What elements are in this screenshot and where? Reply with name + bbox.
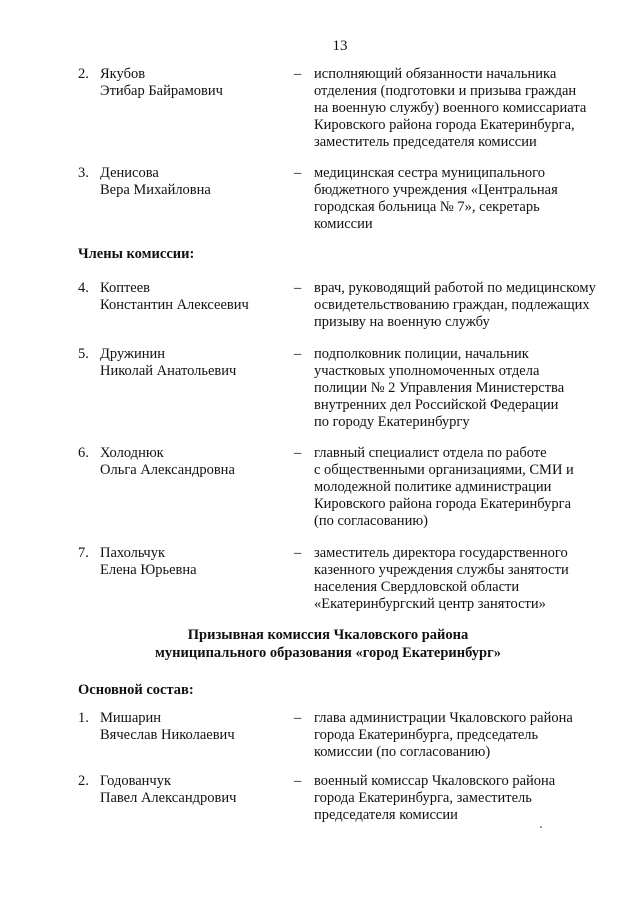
entry-role [314, 280, 614, 331]
entry-number: 2. [78, 66, 89, 82]
entry-dash: – [294, 66, 302, 82]
role-line: (по согласованию) [314, 513, 428, 529]
role-line: внутренних дел Российской Федерации [314, 397, 559, 413]
role-line: подполковник полиции, начальник [314, 346, 529, 362]
entry-person [100, 445, 290, 479]
entry-role [314, 346, 614, 431]
person-surname: Годованчук [100, 773, 172, 789]
person-surname: Мишарин [100, 710, 162, 726]
role-line: медицинская сестра муниципального [314, 165, 545, 181]
role-line: Кировского района города Екатеринбурга [314, 496, 572, 512]
entry-number: 5. [78, 346, 89, 362]
role-line: комиссии [314, 216, 373, 232]
entry-number: 3. [78, 165, 89, 181]
page-number: 13 [332, 38, 348, 54]
role-line: заместитель председателя комиссии [314, 134, 537, 150]
role-line: населения Свердловской области [314, 579, 520, 595]
entry-role [314, 165, 614, 233]
role-line: военный комиссар Чкаловского района [314, 773, 556, 789]
role-line: по городу Екатеринбургу [314, 414, 470, 430]
role-line: полиции № 2 Управления Министерства [314, 380, 565, 396]
person-given-name: Вячеслав Николаевич [100, 727, 235, 743]
main-composition-heading: Основной состав: [78, 682, 194, 698]
role-line: бюджетного учреждения «Центральная [314, 182, 558, 198]
role-line: заместитель директора государственного [314, 545, 568, 561]
entry-dash: – [294, 710, 302, 726]
person-surname: Дружинин [100, 346, 166, 362]
person-given-name: Павел Александрович [100, 790, 237, 806]
person-surname: Якубов [100, 66, 146, 82]
commission-title-line: муниципального образования «город Екатеринбург» [155, 645, 501, 661]
commission-title-line: Призывная комиссия Чкаловского района [187, 627, 469, 643]
person-surname: Холоднюк [100, 445, 164, 461]
role-line: на военную службу) военного комиссариата [314, 100, 587, 116]
entry-role [314, 66, 614, 151]
role-line: отделения (подготовки и призыва граждан [314, 83, 577, 99]
role-line: города Екатеринбурга, председатель [314, 727, 539, 743]
entry-role [314, 773, 614, 824]
entry-dash: – [294, 165, 302, 181]
role-line: комиссии (по согласованию) [314, 744, 491, 760]
commission-title [78, 626, 578, 662]
person-given-name: Вера Михайловна [100, 182, 211, 198]
entry-person [100, 280, 290, 314]
role-line: врач, руководящий работой по медицинскому [314, 280, 596, 296]
role-line: председателя комиссии [314, 807, 458, 823]
person-given-name: Елена Юрьевна [100, 562, 197, 578]
role-line: главный специалист отдела по работе [314, 445, 547, 461]
entry-number: 6. [78, 445, 89, 461]
person-given-name: Ольга Александровна [100, 462, 235, 478]
role-line: призыву на военную службу [314, 314, 490, 330]
entry-dash: – [294, 545, 302, 561]
entry-dash: – [294, 445, 302, 461]
entry-dash: – [294, 280, 302, 296]
entry-dash: – [294, 346, 302, 362]
entry-person [100, 710, 290, 744]
role-line: участковых уполномоченных отдела [314, 363, 540, 379]
members-heading: Члены комиссии: [78, 246, 195, 262]
person-given-name: Этибар Байрамович [100, 83, 223, 99]
role-line: города Екатеринбурга, заместитель [314, 790, 532, 806]
entry-number: 4. [78, 280, 89, 296]
entry-number: 2. [78, 773, 89, 789]
role-line: исполняющий обязанности начальника [314, 66, 557, 82]
entry-number: 1. [78, 710, 89, 726]
entry-person [100, 545, 290, 579]
person-surname: Коптеев [100, 280, 151, 296]
entry-dash: – [294, 773, 302, 789]
person-surname: Денисова [100, 165, 159, 181]
entry-role [314, 445, 614, 530]
role-line: «Екатеринбургский центр занятости» [314, 596, 546, 612]
role-line: молодежной политике администрации [314, 479, 552, 495]
person-given-name: Константин Алексеевич [100, 297, 249, 313]
entry-role [314, 710, 614, 761]
role-line: глава администрации Чкаловского района [314, 710, 573, 726]
entry-person [100, 773, 290, 807]
entry-person [100, 165, 290, 199]
person-given-name: Николай Анатольевич [100, 363, 237, 379]
entry-role [314, 545, 614, 613]
entry-person [100, 66, 290, 100]
role-line: освидетельствованию граждан, подлежащих [314, 297, 590, 313]
role-line: казенного учреждения службы занятости [314, 562, 569, 578]
person-surname: Пахольчук [100, 545, 165, 561]
entry-person [100, 346, 290, 380]
entry-number: 7. [78, 545, 89, 561]
role-line: с общественными организациями, СМИ и [314, 462, 574, 478]
role-line: Кировского района города Екатеринбурга, [314, 117, 575, 133]
scan-speck [540, 826, 542, 828]
role-line: городская больница № 7», секретарь [314, 199, 540, 215]
